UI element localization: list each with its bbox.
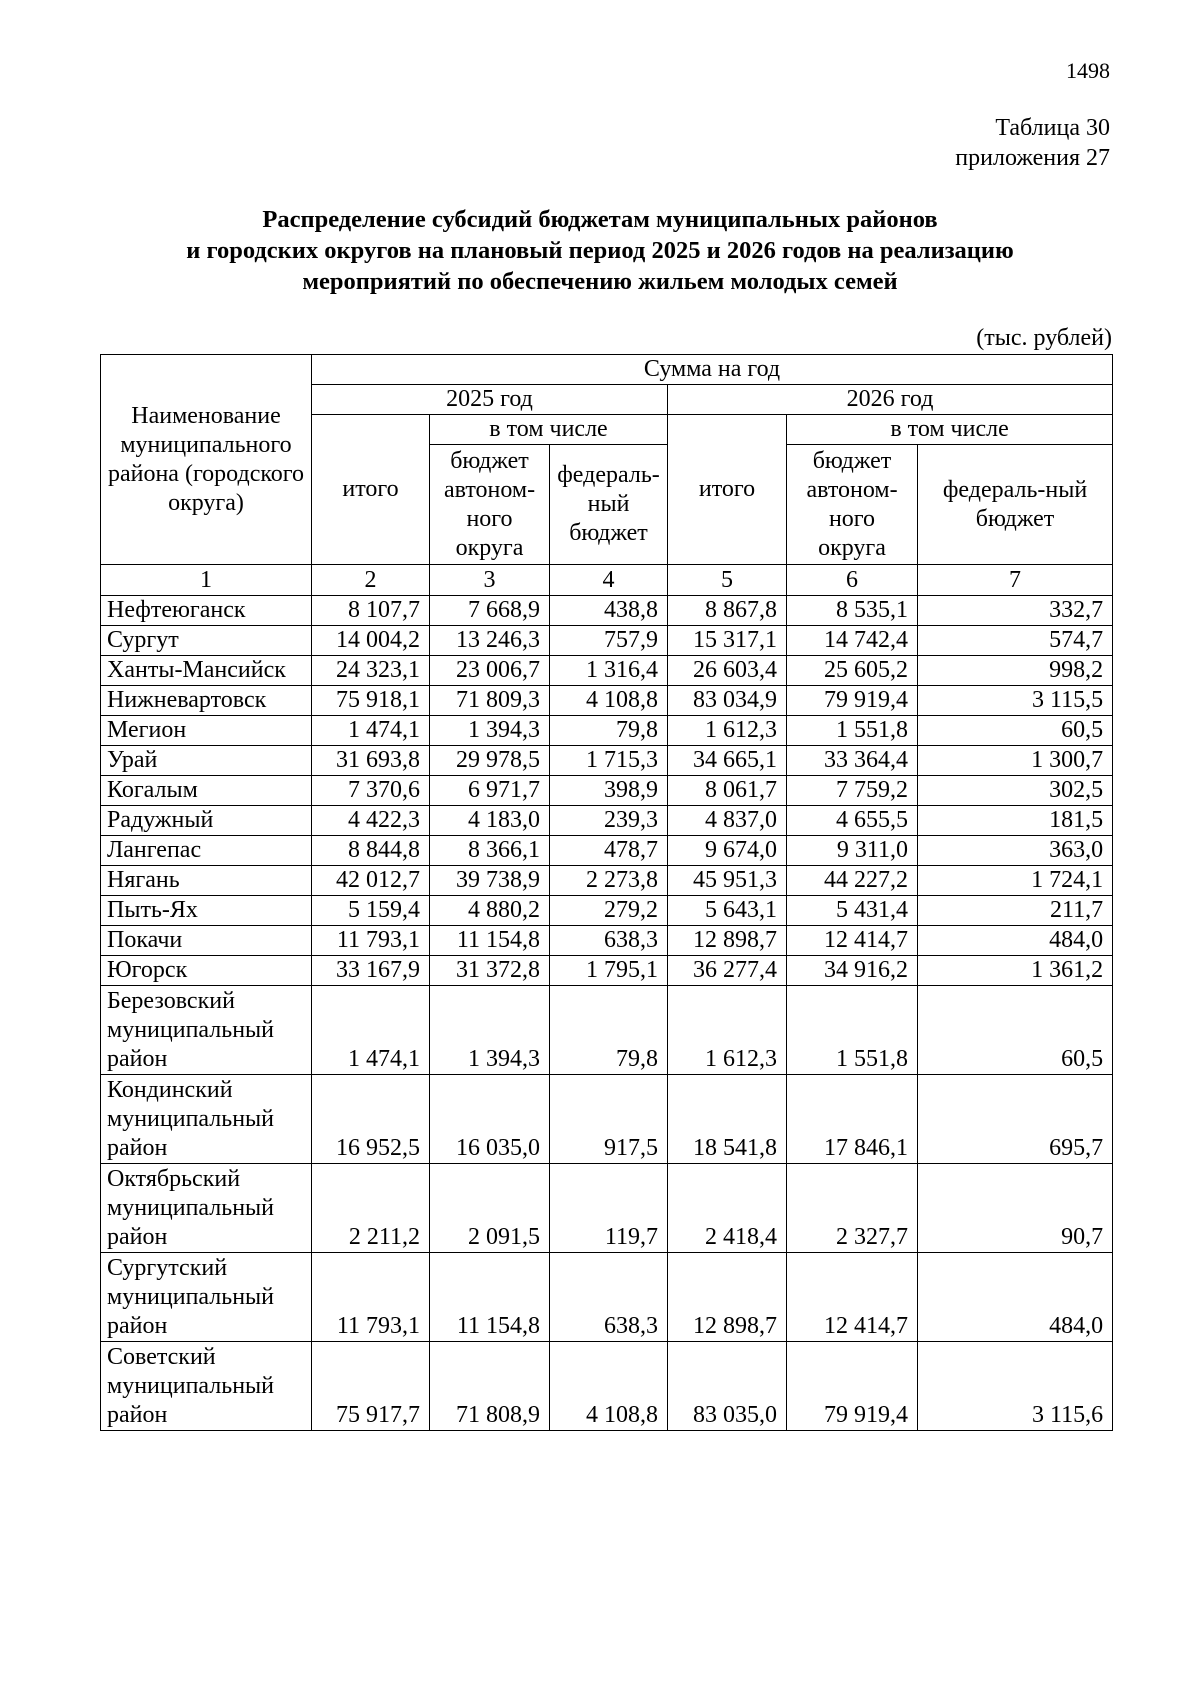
table-reference-line-2: приложения 27 xyxy=(955,145,1110,171)
table-reference-line-1: Таблица 30 xyxy=(995,115,1110,141)
value-cell: 16 035,0 xyxy=(430,1075,550,1164)
table-row xyxy=(101,806,1113,836)
value-cell: 71 808,9 xyxy=(430,1342,550,1431)
header-federal-budget-2026: федераль-ный бюджет xyxy=(918,445,1113,565)
value-cell: 181,5 xyxy=(918,806,1113,836)
column-number: 1 xyxy=(101,565,312,596)
value-cell: 6 971,7 xyxy=(430,776,550,806)
header-federal-budget-2025: федераль-ный бюджет xyxy=(550,445,668,565)
row-name-cell: Нефтеюганск xyxy=(101,596,312,626)
value-cell: 757,9 xyxy=(550,626,668,656)
value-cell: 12 414,7 xyxy=(787,926,918,956)
value-cell: 34 916,2 xyxy=(787,956,918,986)
value-cell: 1 300,7 xyxy=(918,746,1113,776)
column-number: 7 xyxy=(918,565,1113,596)
value-cell: 75 917,7 xyxy=(312,1342,430,1431)
value-cell: 1 612,3 xyxy=(668,986,787,1075)
header-total-2026: итого xyxy=(668,415,787,565)
document-title-line-3: мероприятий по обеспечению жильем молодых семей xyxy=(302,268,898,295)
value-cell: 1 474,1 xyxy=(312,986,430,1075)
table-row xyxy=(101,896,1113,926)
value-cell: 1 612,3 xyxy=(668,716,787,746)
value-cell: 638,3 xyxy=(550,1253,668,1342)
value-cell: 31 372,8 xyxy=(430,956,550,986)
value-cell: 13 246,3 xyxy=(430,626,550,656)
value-cell: 79,8 xyxy=(550,716,668,746)
table-row xyxy=(101,1342,1113,1431)
value-cell: 1 394,3 xyxy=(430,716,550,746)
value-cell: 15 317,1 xyxy=(668,626,787,656)
value-cell: 29 978,5 xyxy=(430,746,550,776)
value-cell: 478,7 xyxy=(550,836,668,866)
value-cell: 79 919,4 xyxy=(787,1342,918,1431)
value-cell: 8 867,8 xyxy=(668,596,787,626)
table-row xyxy=(101,956,1113,986)
table-row xyxy=(101,1075,1113,1164)
value-cell: 14 004,2 xyxy=(312,626,430,656)
header-year-2026: 2026 год xyxy=(668,385,1113,415)
value-cell: 398,9 xyxy=(550,776,668,806)
column-number: 4 xyxy=(550,565,668,596)
value-cell: 4 880,2 xyxy=(430,896,550,926)
column-number: 6 xyxy=(787,565,918,596)
value-cell: 8 535,1 xyxy=(787,596,918,626)
value-cell: 1 551,8 xyxy=(787,986,918,1075)
subsidy-table xyxy=(100,354,1113,1431)
value-cell: 11 793,1 xyxy=(312,1253,430,1342)
value-cell: 119,7 xyxy=(550,1164,668,1253)
value-cell: 31 693,8 xyxy=(312,746,430,776)
value-cell: 60,5 xyxy=(918,716,1113,746)
value-cell: 2 091,5 xyxy=(430,1164,550,1253)
value-cell: 16 952,5 xyxy=(312,1075,430,1164)
value-cell: 332,7 xyxy=(918,596,1113,626)
table-row xyxy=(101,1253,1113,1342)
value-cell: 5 643,1 xyxy=(668,896,787,926)
table-body xyxy=(101,596,1113,1431)
value-cell: 4 108,8 xyxy=(550,1342,668,1431)
value-cell: 638,3 xyxy=(550,926,668,956)
header-year-2025: 2025 год xyxy=(312,385,668,415)
value-cell: 45 951,3 xyxy=(668,866,787,896)
value-cell: 5 431,4 xyxy=(787,896,918,926)
page-number: 1498 xyxy=(1066,58,1110,83)
header-sum-per-year: Сумма на год xyxy=(312,355,1113,385)
value-cell: 79,8 xyxy=(550,986,668,1075)
table-row xyxy=(101,656,1113,686)
document-title-line-2: и городских округов на плановый период 2025 и 2026 годов на реализацию xyxy=(186,237,1014,264)
row-name-cell: Советский муниципальный район xyxy=(101,1342,312,1431)
table-row xyxy=(101,866,1113,896)
value-cell: 302,5 xyxy=(918,776,1113,806)
header-including-2025: в том числе xyxy=(430,415,668,445)
table-reference xyxy=(850,113,1110,173)
header-region-budget-2025: бюджет автоном-ного округа xyxy=(430,445,550,565)
value-cell: 4 183,0 xyxy=(430,806,550,836)
value-cell: 12 898,7 xyxy=(668,1253,787,1342)
row-name-cell: Урай xyxy=(101,746,312,776)
value-cell: 4 837,0 xyxy=(668,806,787,836)
value-cell: 39 738,9 xyxy=(430,866,550,896)
table-row xyxy=(101,686,1113,716)
value-cell: 60,5 xyxy=(918,986,1113,1075)
row-name-cell: Сургут xyxy=(101,626,312,656)
value-cell: 695,7 xyxy=(918,1075,1113,1164)
value-cell: 574,7 xyxy=(918,626,1113,656)
row-name-cell: Пыть-Ях xyxy=(101,896,312,926)
value-cell: 24 323,1 xyxy=(312,656,430,686)
row-name-cell: Нижневартовск xyxy=(101,686,312,716)
value-cell: 998,2 xyxy=(918,656,1113,686)
row-name-cell: Мегион xyxy=(101,716,312,746)
header-region-budget-2026: бюджет автоном-ного округа xyxy=(787,445,918,565)
header-name-column: Наименование муниципального района (городского округа) xyxy=(101,355,312,565)
value-cell: 1 474,1 xyxy=(312,716,430,746)
value-cell: 7 370,6 xyxy=(312,776,430,806)
header-total-2025: итого xyxy=(312,415,430,565)
value-cell: 8 844,8 xyxy=(312,836,430,866)
value-cell: 279,2 xyxy=(550,896,668,926)
value-cell: 2 273,8 xyxy=(550,866,668,896)
column-number: 2 xyxy=(312,565,430,596)
value-cell: 363,0 xyxy=(918,836,1113,866)
row-name-cell: Березовский муниципальный район xyxy=(101,986,312,1075)
value-cell: 484,0 xyxy=(918,1253,1113,1342)
row-name-cell: Лангепас xyxy=(101,836,312,866)
value-cell: 1 795,1 xyxy=(550,956,668,986)
row-name-cell: Сургутский муниципальный район xyxy=(101,1253,312,1342)
value-cell: 4 108,8 xyxy=(550,686,668,716)
value-cell: 42 012,7 xyxy=(312,866,430,896)
row-name-cell: Октябрьский муниципальный район xyxy=(101,1164,312,1253)
value-cell: 1 715,3 xyxy=(550,746,668,776)
value-cell: 26 603,4 xyxy=(668,656,787,686)
value-cell: 71 809,3 xyxy=(430,686,550,716)
units-label: (тыс. рублей) xyxy=(976,325,1112,351)
table-row xyxy=(101,746,1113,776)
value-cell: 1 724,1 xyxy=(918,866,1113,896)
value-cell: 484,0 xyxy=(918,926,1113,956)
value-cell: 2 211,2 xyxy=(312,1164,430,1253)
value-cell: 917,5 xyxy=(550,1075,668,1164)
value-cell: 11 154,8 xyxy=(430,926,550,956)
value-cell: 44 227,2 xyxy=(787,866,918,896)
value-cell: 8 061,7 xyxy=(668,776,787,806)
value-cell: 1 394,3 xyxy=(430,986,550,1075)
table-row xyxy=(101,926,1113,956)
value-cell: 2 418,4 xyxy=(668,1164,787,1253)
column-number: 5 xyxy=(668,565,787,596)
table-row xyxy=(101,776,1113,806)
value-cell: 36 277,4 xyxy=(668,956,787,986)
row-name-cell: Радужный xyxy=(101,806,312,836)
value-cell: 12 414,7 xyxy=(787,1253,918,1342)
document-title-line-1: Распределение субсидий бюджетам муниципальных районов xyxy=(262,206,938,233)
value-cell: 2 327,7 xyxy=(787,1164,918,1253)
value-cell: 1 316,4 xyxy=(550,656,668,686)
value-cell: 9 674,0 xyxy=(668,836,787,866)
value-cell: 3 115,6 xyxy=(918,1342,1113,1431)
value-cell: 438,8 xyxy=(550,596,668,626)
value-cell: 7 759,2 xyxy=(787,776,918,806)
value-cell: 7 668,9 xyxy=(430,596,550,626)
row-name-cell: Когалым xyxy=(101,776,312,806)
value-cell: 4 655,5 xyxy=(787,806,918,836)
value-cell: 83 034,9 xyxy=(668,686,787,716)
value-cell: 8 366,1 xyxy=(430,836,550,866)
value-cell: 1 551,8 xyxy=(787,716,918,746)
table-row xyxy=(101,986,1113,1075)
value-cell: 18 541,8 xyxy=(668,1075,787,1164)
row-name-cell: Ханты-Мансийск xyxy=(101,656,312,686)
value-cell: 4 422,3 xyxy=(312,806,430,836)
value-cell: 14 742,4 xyxy=(787,626,918,656)
row-name-cell: Югорск xyxy=(101,956,312,986)
value-cell: 33 364,4 xyxy=(787,746,918,776)
table-row xyxy=(101,716,1113,746)
value-cell: 11 154,8 xyxy=(430,1253,550,1342)
value-cell: 33 167,9 xyxy=(312,956,430,986)
value-cell: 34 665,1 xyxy=(668,746,787,776)
table-row xyxy=(101,596,1113,626)
value-cell: 9 311,0 xyxy=(787,836,918,866)
table-row xyxy=(101,626,1113,656)
value-cell: 75 918,1 xyxy=(312,686,430,716)
value-cell: 90,7 xyxy=(918,1164,1113,1253)
header-including-2026: в том числе xyxy=(787,415,1113,445)
value-cell: 83 035,0 xyxy=(668,1342,787,1431)
value-cell: 8 107,7 xyxy=(312,596,430,626)
value-cell: 3 115,5 xyxy=(918,686,1113,716)
value-cell: 11 793,1 xyxy=(312,926,430,956)
table-row xyxy=(101,1164,1113,1253)
value-cell: 17 846,1 xyxy=(787,1075,918,1164)
column-number: 3 xyxy=(430,565,550,596)
table-row xyxy=(101,836,1113,866)
value-cell: 5 159,4 xyxy=(312,896,430,926)
row-name-cell: Кондинский муниципальный район xyxy=(101,1075,312,1164)
value-cell: 239,3 xyxy=(550,806,668,836)
row-name-cell: Нягань xyxy=(101,866,312,896)
value-cell: 25 605,2 xyxy=(787,656,918,686)
value-cell: 1 361,2 xyxy=(918,956,1113,986)
value-cell: 211,7 xyxy=(918,896,1113,926)
value-cell: 23 006,7 xyxy=(430,656,550,686)
value-cell: 12 898,7 xyxy=(668,926,787,956)
row-name-cell: Покачи xyxy=(101,926,312,956)
value-cell: 79 919,4 xyxy=(787,686,918,716)
document-title xyxy=(100,204,1100,297)
